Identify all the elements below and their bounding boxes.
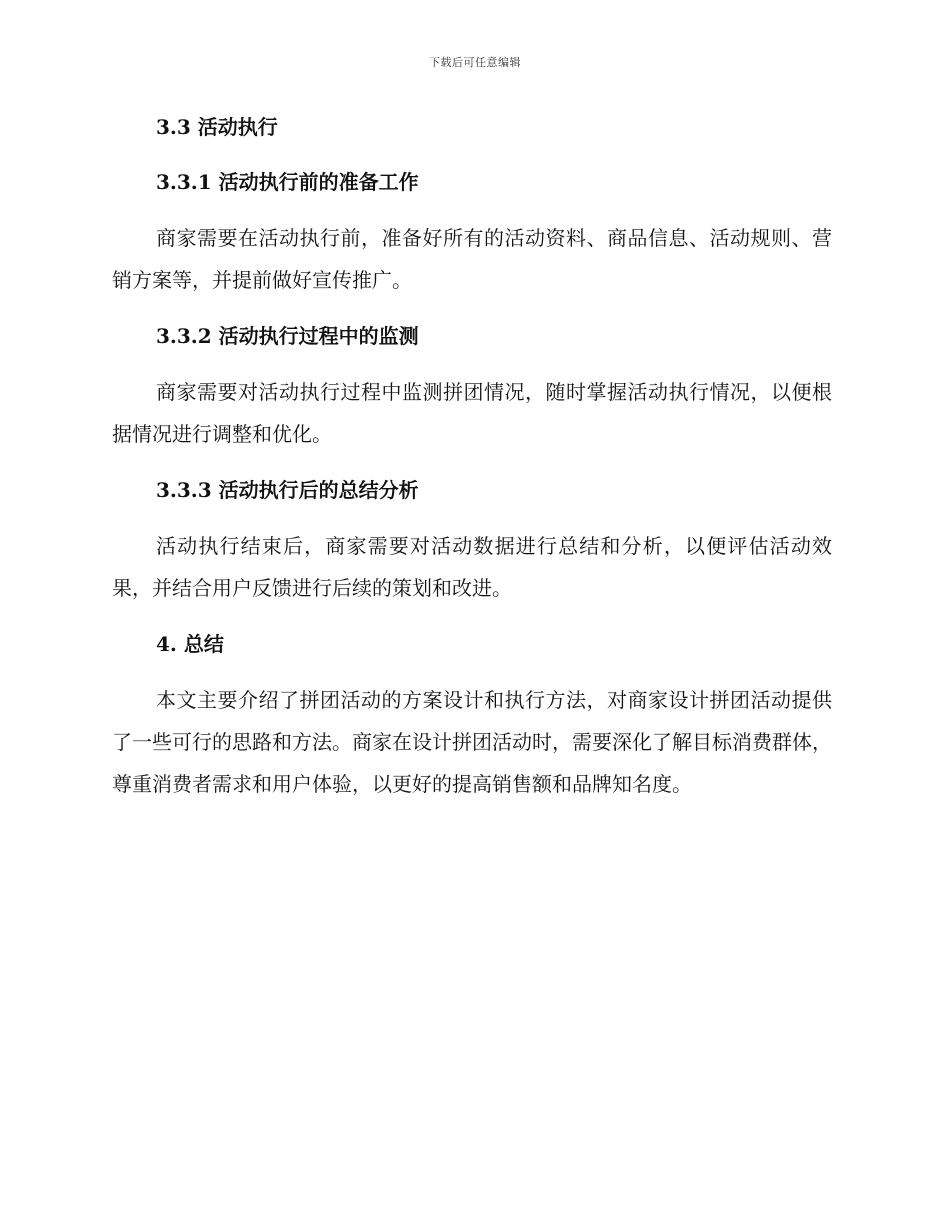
section-heading-3-3-2: 3.3.2 活动执行过程中的监测 <box>156 324 419 348</box>
section-heading-3-3-1: 3.3.1 活动执行前的准备工作 <box>156 170 419 194</box>
paragraph-4-summary: 本文主要介绍了拼团活动的方案设计和执行方法，对商家设计拼团活动提供了一些可行的思路和方法。商家在设计拼团活动时，需要深化了解目标消费群体，尊重消费者需求和用户体验，以更好的提高销售额和品牌知名度。 <box>112 688 832 796</box>
paragraph-3-3-1: 商家需要在活动执行前，准备好所有的活动资料、商品信息、活动规则、营销方案等，并提前做好宣传推广。 <box>112 226 832 292</box>
document-body <box>112 110 832 805</box>
section-heading-3-3: 3.3 活动执行 <box>156 115 278 139</box>
paragraph-3-3-3: 活动执行结束后，商家需要对活动数据进行总结和分析，以便评估活动效果，并结合用户反馈进行后续的策划和改进。 <box>112 534 832 600</box>
page-header-note: 下载后可任意编辑 <box>429 56 521 69</box>
paragraph-3-3-2: 商家需要对活动执行过程中监测拼团情况，随时掌握活动执行情况，以便根据情况进行调整和优化。 <box>112 380 832 446</box>
section-heading-3-3-3: 3.3.3 活动执行后的总结分析 <box>156 478 419 502</box>
section-heading-4: 4. 总结 <box>156 632 224 656</box>
